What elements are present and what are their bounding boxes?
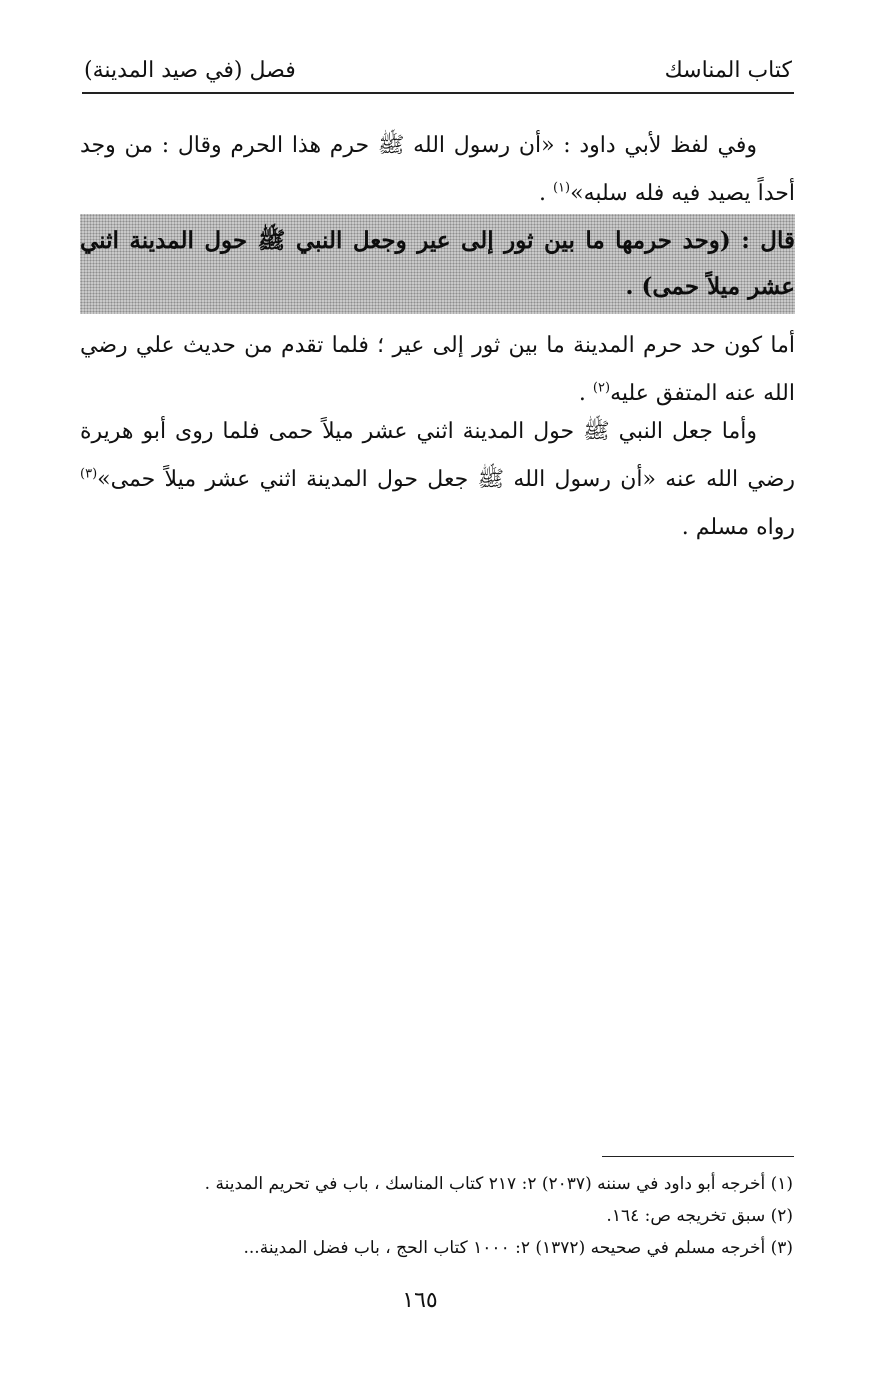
paragraph-text: وأما جعل النبي ﷺ حول المدينة اثني عشر ميلاً حمى فلما روى أبو هريرة رضي الله عنه «أن رسول الله ﷺ جعل حول المدينة اثني عشر ميلاً حمى» [80,419,795,492]
running-header [82,52,794,94]
footnote-1: (١) أخرجه أبو داود في سننه (٢٠٣٧) ٢: ٢١٧ كتاب المناسك ، باب في تحريم المدينة . [204,1174,793,1194]
paragraph-text: أما كون حد حرم المدينة ما بين ثور إلى عير ؛ فلما تقدم من حديث علي رضي الله عنه المتفق عليه [80,333,795,406]
paragraph-abu-dawud: وفي لفظ لأبي داود : «أن رسول الله ﷺ حرم هذا الحرم وقال : من وجد أحداً يصيد فيه فله سلبه»$^{(١)}$ . [80,133,795,206]
footnotes [78,1168,793,1264]
highlighted-matn: قال : (وحد حرمها ما بين ثور إلى عير وجعل النبي ﷺ حول المدينة اثني عشر ميلاً حمى) . [80,227,795,300]
footnote-2: (٢) سبق تخريجه ص: ١٦٤. [606,1206,793,1226]
footnote-3: (٣) أخرجه مسلم في صحيحه (١٣٧٢) ٢: ١٠٠٠ كتاب الحج ، باب فضل المدينة... [243,1238,793,1258]
section-title: فصل (في صيد المدينة) [84,58,296,83]
paragraph-haram-boundary: أما كون حد حرم المدينة ما بين ثور إلى عير ؛ فلما تقدم من حديث علي رضي الله عنه المتفق عليه$^{(٢)}$ . [80,333,795,406]
footnote-ref-3[interactable]: (٣) [80,466,98,482]
footnote-ref-1[interactable]: (١) [552,180,571,196]
footnote-ref-2[interactable]: (٢) [592,380,611,396]
paragraph-text: وفي لفظ لأبي داود : «أن رسول الله ﷺ حرم هذا الحرم وقال : من وجد أحداً يصيد فيه فله سلبه» [80,133,795,206]
footnote-separator [602,1156,794,1157]
paragraph-hima: وأما جعل النبي ﷺ حول المدينة اثني عشر ميلاً حمى فلما روى أبو هريرة رضي الله عنه «أن رسول الله ﷺ جعل حول المدينة اثني عشر ميلاً حمى»$^{(٣)}$ رواه مسلم . [80,419,795,540]
page-number: ١٦٥ [402,1288,438,1313]
book-title: كتاب المناسك [664,58,792,83]
